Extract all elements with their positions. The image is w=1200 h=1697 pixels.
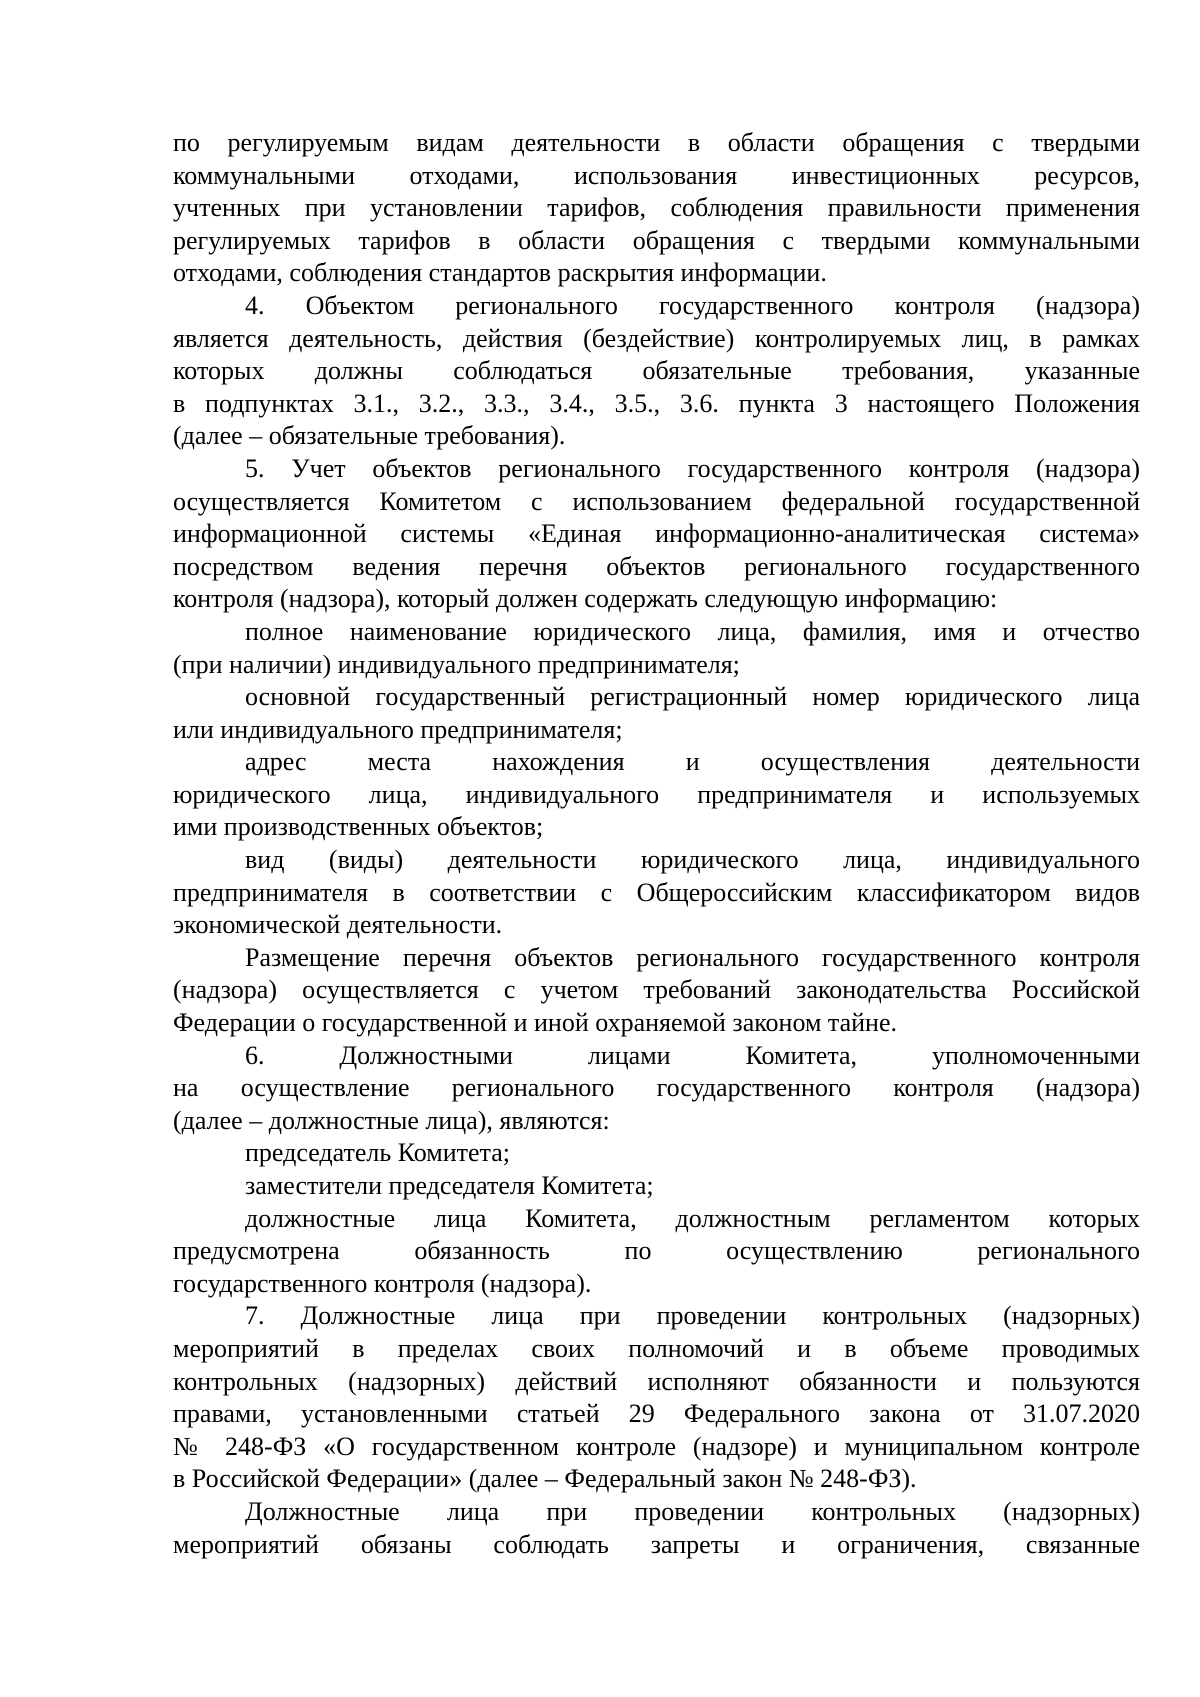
text-line: вид (виды) деятельности юридического лица, индивидуального [245,845,1140,875]
text-line: полное наименование юридического лица, фамилия, имя и отчество [245,616,1140,646]
text-line: (надзора) осуществляется с учетом требований законодательства Российской [173,975,1140,1005]
text-line: или индивидуального предпринимателя; [173,714,623,744]
text-line: мероприятий обязаны соблюдать запреты и ограничения, связанные [173,1529,1140,1559]
text-line: основной государственный регистрационный номер юридического лица [245,682,1140,712]
text-line: Должностные лица при проведении контрольных (надзорных) [245,1496,1140,1526]
text-line: в Российской Федерации» (далее – Федеральный закон № 248-ФЗ). [173,1464,917,1494]
text-line: на осуществление регионального государственного контроля (надзора) [173,1073,1140,1103]
text-line: по регулируемым видам деятельности в области обращения с твердыми [173,128,1140,157]
text-line: Размещение перечня объектов регионального государственного контроля [245,942,1140,972]
text-line: 4. Объектом регионального государственного контроля (надзора) [245,290,1140,320]
text-line: (далее – обязательные требования). [173,421,566,451]
text-line: заместители председателя Комитета; [245,1171,654,1200]
text-line: (далее – должностные лица), являются: [173,1105,610,1135]
text-line: (при наличии) индивидуального предпринимателя; [173,649,740,679]
text-line: мероприятий в пределах своих полномочий и в объеме проводимых [173,1333,1140,1363]
text-line: 7. Должностные лица при проведении контрольных (надзорных) [245,1301,1140,1331]
text-line: правами, установленными статьей 29 Федерального закона от 31.07.2020 [173,1399,1140,1429]
text-line: является деятельность, действия (бездействие) контролируемых лиц, в рамках [173,323,1140,353]
text-line: учтенных при установлении тарифов, соблюдения правильности применения [173,193,1140,223]
text-line: Федерации о государственной и иной охраняемой законом тайне. [173,1008,898,1038]
text-line: предусмотрена обязанность по осуществлению регионального [173,1236,1140,1266]
text-line: осуществляется Комитетом с использованием федеральной государственной [173,486,1140,516]
text-line: ими производственных объектов; [173,812,544,842]
text-line: контроля (надзора), который должен содержать следующую информацию: [173,584,998,614]
text-line: контрольных (надзорных) действий исполняют обязанности и пользуются [173,1366,1140,1396]
text-line: адрес места нахождения и осуществления деятельности [245,747,1140,777]
text-line: коммунальными отходами, использования инвестиционных ресурсов, [173,160,1140,190]
text-line: предпринимателя в соответствии с Общероссийским классификатором видов [173,877,1140,907]
text-line: в подпунктах 3.1., 3.2., 3.3., 3.4., 3.5., 3.6. пункта 3 настоящего Положения [173,388,1140,418]
document-body-text [173,127,1140,1561]
text-line: отходами, соблюдения стандартов раскрытия информации. [173,258,827,288]
text-line: 6. Должностными лицами Комитета, уполномоченными [245,1040,1140,1070]
text-line: юридического лица, индивидуального предпринимателя и используемых [173,779,1140,809]
text-line: экономической деятельности. [173,910,503,940]
text-line: которых должны соблюдаться обязательные требования, указанные [173,356,1140,386]
text-line: № 248-ФЗ «О государственном контроле (надзоре) и муниципальном контроле [173,1431,1140,1461]
text-line: регулируемых тарифов в области обращения с твердыми коммунальными [173,225,1140,255]
text-line: 5. Учет объектов регионального государственного контроля (надзора) [245,453,1140,483]
text-line: должностные лица Комитета, должностным регламентом которых [245,1203,1140,1233]
text-line: информационной системы «Единая информационно-аналитическая система» [173,519,1140,549]
text-line: посредством ведения перечня объектов регионального государственного [173,551,1140,581]
text-line: государственного контроля (надзора). [173,1268,592,1298]
text-line: председатель Комитета; [245,1138,510,1168]
